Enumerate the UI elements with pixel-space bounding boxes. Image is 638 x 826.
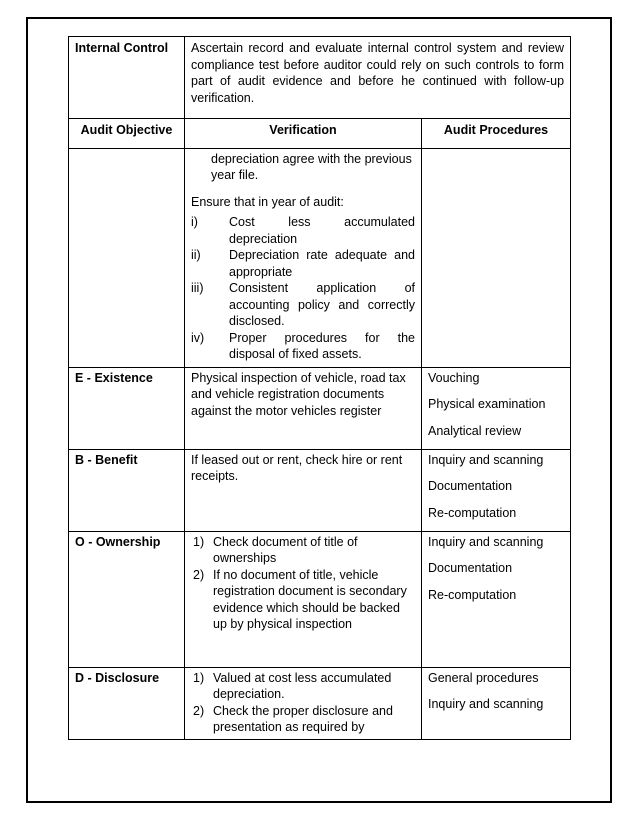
internal-control-label: Internal Control [69,37,185,119]
list-text: Proper procedures for the disposal of fixed assets. [229,330,415,361]
procedure-item: Vouching [428,370,480,385]
procedure-item: Inquiry and scanning [428,452,544,467]
list-item [191,214,415,247]
continued-verification-cell [185,148,422,367]
continued-objective-cell [69,148,185,367]
procedure-item: Analytical review [428,423,522,438]
procedures-existence [422,367,571,449]
continued-row [69,148,571,367]
header-audit-procedures: Audit Procedures [422,119,571,149]
disclosure-list [191,670,415,736]
procedure-item: Inquiry and scanning [428,697,544,711]
list-text: Consistent application of accounting policy and correctly disclosed. [229,281,415,328]
procedure-item: Documentation [428,561,513,575]
verification-existence: Physical inspection of vehicle, road tax and vehicle registration documents against the motor vehicles register [185,367,422,449]
list-marker: iv) [191,330,205,345]
procedure-item: Documentation [428,479,513,493]
list-item [191,280,415,330]
table-row [69,667,571,739]
procedure-item: Inquiry and scanning [428,534,544,549]
verification-disclosure [185,667,422,739]
header-row [69,119,571,149]
list-marker: 1) [193,534,205,549]
procedure-item: General procedures [428,670,539,685]
internal-control-row [69,37,571,119]
list-text: Check the proper disclosure and presentation as required by [213,703,393,734]
objective-benefit: B - Benefit [69,449,185,531]
verification-ownership [185,531,422,667]
procedure-item: Re-computation [428,505,517,520]
audit-table [68,36,571,740]
list-item [191,330,415,363]
list-marker: i) [191,215,198,229]
list-marker: 2) [193,567,205,582]
objective-ownership: O - Ownership [69,531,185,667]
list-marker: 2) [193,703,205,718]
list-item [191,534,415,567]
list-text: Valued at cost less accumulated depreciation. [213,670,392,701]
procedure-item: Re-computation [428,587,517,602]
ensure-list [191,214,415,363]
list-item [191,247,415,280]
list-marker: 1) [193,670,205,685]
procedures-ownership [422,531,571,667]
list-text: If no document of title, vehicle registration document is secondary evidence which should be backed up by physical inspection [213,567,407,631]
list-marker: iii) [191,281,204,295]
ownership-list [191,534,415,633]
table-row [69,531,571,667]
list-text: Cost less accumulated depreciation [229,215,415,246]
table-row [69,449,571,531]
list-item [191,567,415,633]
header-verification: Verification [185,119,422,149]
continued-lead-text: depreciation agree with the previous year file. [211,151,412,182]
procedures-benefit [422,449,571,531]
header-audit-objective: Audit Objective [69,119,185,149]
list-text: Check document of title of ownerships [213,534,358,565]
verification-benefit: If leased out or rent, check hire or rent receipts. [185,449,422,531]
table-row [69,367,571,449]
continued-procedures-cell [422,148,571,367]
list-marker: ii) [191,248,201,262]
objective-disclosure: D - Disclosure [69,667,185,739]
list-item [191,670,415,703]
ensure-text: Ensure that in year of audit: [191,194,344,209]
internal-control-text: Ascertain record and evaluate internal control system and review compliance test before auditor could rely on such controls to form part of audit evidence and before he continued with follow-up verification. [185,37,571,119]
list-text: Depreciation rate adequate and appropriate [229,248,415,279]
procedures-disclosure [422,667,571,739]
objective-existence: E - Existence [69,367,185,449]
list-item [191,703,415,736]
procedure-item: Physical examination [428,397,546,411]
